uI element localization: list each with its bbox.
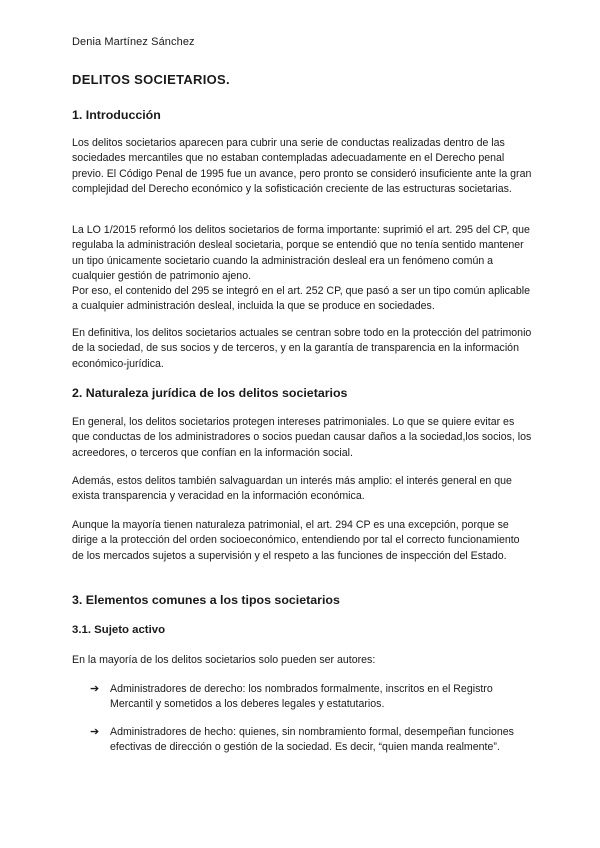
paragraph-text: En la mayoría de los delitos societarios solo pueden ser autores: (72, 654, 376, 666)
paragraph-text: Los delitos societarios aparecen para cubrir una serie de conductas realizadas dentro de las sociedades mercantiles que no estaban contempladas adecuadamente en el Derecho penal previo. El Código Penal de 1995 fue un avance, pero pronto se consideró insuficiente ante la gran complejidad del Derecho económico y la sofisticación creciente de las estructuras societarias. (72, 137, 532, 195)
nature-paragraph-2 (72, 474, 532, 505)
list-item-text: Administradores de hecho: quienes, sin nombramiento formal, desempeñan funciones efectivas de dirección o gestión de la sociedad. Es decir, “quien manda realmente”. (110, 726, 514, 754)
intro-paragraph-1 (72, 136, 532, 197)
intro-paragraph-2 (72, 223, 532, 315)
subsection-heading-sujeto-activo: 3.1. Sujeto activo (72, 624, 166, 636)
section-heading-elementos: 3. Elementos comunes a los tipos societarios (72, 593, 340, 607)
paragraph-text: La LO 1/2015 reformó los delitos societarios de forma importante: suprimió el art. 295 del CP, que regulaba la administración desleal societaria, porque se entendió que no tenía sentido mantener un tipo únicamente societario cuando la administración desleal era un fenómeno común a cualquier gestión de patrimonio ajeno. (72, 224, 530, 282)
document-title: DELITOS SOCIETARIOS. (72, 72, 230, 87)
author-name: Denia Martínez Sánchez (72, 36, 195, 48)
paragraph-text: Además, estos delitos también salvaguardan un interés más amplio: el interés general en que exista transparencia y veracidad en la información económica. (72, 475, 512, 503)
nature-paragraph-3 (72, 518, 532, 564)
intro-paragraph-3 (72, 326, 532, 372)
paragraph-text: En definitiva, los delitos societarios actuales se centran sobre todo en la protección del patrimonio de la sociedad, de sus socios y de terceros, y en la garantía de transparencia en la información económico-jurídica. (72, 327, 532, 370)
arrow-bullet-icon: ➔ (90, 726, 100, 738)
section-heading-naturaleza: 2. Naturaleza jurídica de los delitos societarios (72, 386, 348, 400)
common-intro-paragraph (72, 653, 532, 668)
paragraph-text: Por eso, el contenido del 295 se integró en el art. 252 CP, que pasó a ser un tipo común aplicable a cualquier administración desleal, incluida la que se produce en sociedades. (72, 285, 530, 313)
arrow-bullet-icon: ➔ (90, 683, 100, 695)
paragraph-text: En general, los delitos societarios protegen intereses patrimoniales. Lo que se quiere evitar es que conductas de los administradores o socios puedan causar daños a la sociedad,los socios, los acreedores, o terceros que confían en la información social. (72, 416, 532, 459)
nature-paragraph-1 (72, 415, 532, 461)
paragraph-text: Aunque la mayoría tienen naturaleza patrimonial, el art. 294 CP es una excepción, porque se dirige a la protección del orden socioeconómico, entendiendo por tal el correcto funcionamiento de los mercados sujetos a supervisión y el respeto a las funciones de inspección del Estado. (72, 519, 520, 562)
section-heading-introduccion: 1. Introducción (72, 108, 161, 122)
list-item-text: Administradores de derecho: los nombrados formalmente, inscritos en el Registro Mercantil y sometidos a los deberes legales y estatutarios. (110, 683, 493, 711)
